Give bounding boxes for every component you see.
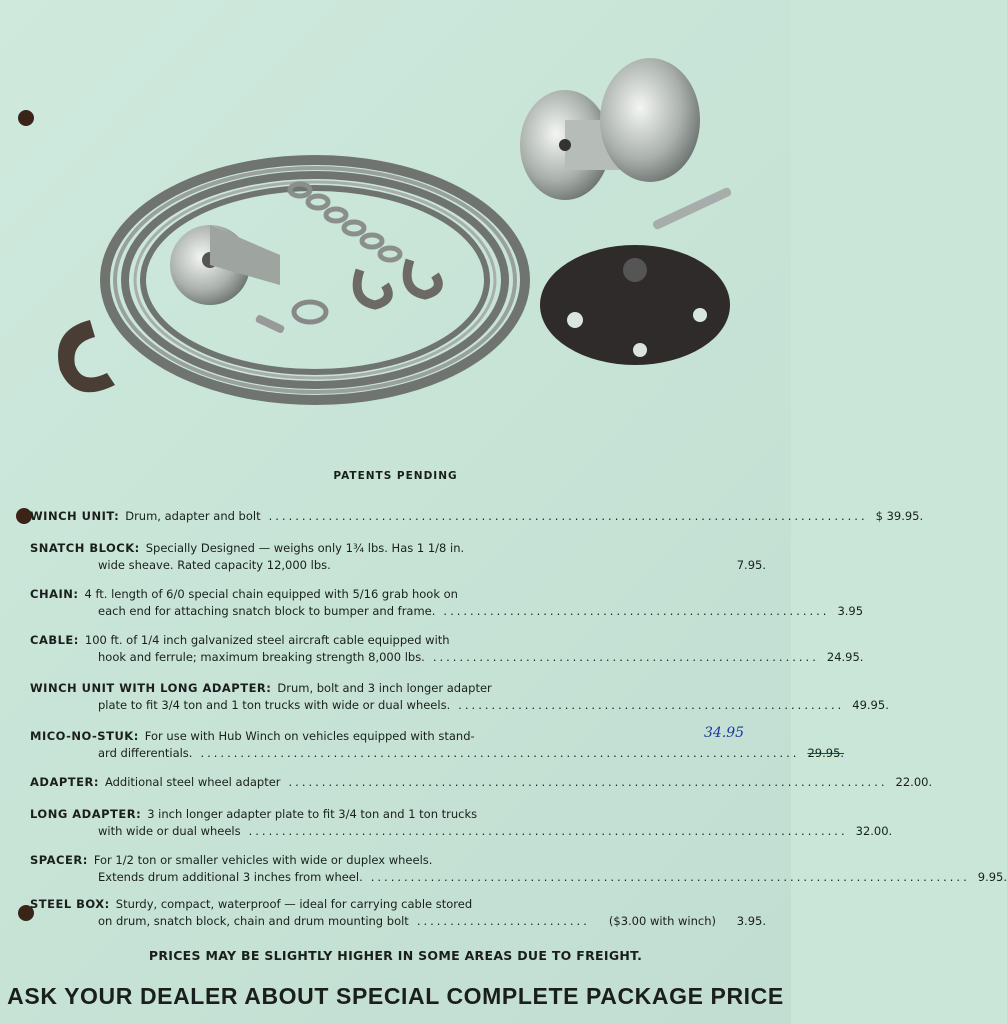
item-price: $ 39.95. <box>875 509 924 523</box>
freight-notice: PRICES MAY BE SLIGHTLY HIGHER IN SOME AREAS DUE TO FREIGHT. <box>148 948 643 963</box>
item-price: 24.95. <box>826 650 864 664</box>
item-price-crossed-out: 29.95. <box>807 746 845 760</box>
price-item-snatch-block <box>30 540 766 574</box>
price-item-cable <box>30 632 864 666</box>
item-description: For 1/2 ton or smaller vehicles with wide or duplex wheels. <box>93 853 433 867</box>
dot-leader: .......................................................................................... <box>370 870 970 884</box>
dot-leader: .......................................................... <box>432 650 819 664</box>
dot-leader: .......................................................... <box>443 604 830 618</box>
item-description: 100 ft. of 1/4 inch galvanized steel aircraft cable equipped with <box>84 633 450 647</box>
item-price: 22.00. <box>895 775 933 789</box>
dot-leader: .......................................................... <box>458 698 845 712</box>
item-description-line-2: wide sheave. Rated capacity 12,000 lbs. <box>98 558 331 572</box>
winch-drum-icon <box>520 58 700 200</box>
price-item-long-adapter <box>30 806 893 840</box>
hook-icon <box>58 320 115 392</box>
price-item-chain <box>30 586 864 620</box>
item-name: SPACER: <box>30 853 88 867</box>
item-price: 9.95. <box>977 870 1007 884</box>
snatch-block-icon <box>170 225 280 305</box>
item-name: SNATCH BLOCK: <box>30 541 140 555</box>
item-description: 4 ft. length of 6/0 special chain equipped with 5/16 grab hook on <box>84 587 458 601</box>
item-name: WINCH UNIT: <box>30 509 120 523</box>
adapter-plate-icon <box>540 245 730 365</box>
item-description-line-2: on drum, snatch block, chain and drum mounting bolt <box>98 914 409 928</box>
item-description: Drum, bolt and 3 inch longer adapter <box>277 681 492 695</box>
item-name: CHAIN: <box>30 587 79 601</box>
item-price: 49.95. <box>852 698 889 712</box>
item-name: STEEL BOX: <box>30 897 110 911</box>
shackle-icon <box>294 302 326 322</box>
item-description-line-2: plate to fit 3/4 ton and 1 ton trucks with wide or dual wheels. <box>98 698 451 712</box>
price-item-winch-unit-long-adapter <box>30 680 889 714</box>
item-description: Drum, adapter and bolt <box>125 509 261 523</box>
item-price: 7.95. <box>736 558 766 572</box>
dot-leader: .......................................................................................... <box>268 509 868 523</box>
item-price: 3.95 <box>837 604 864 618</box>
handwritten-new-price: 34.95 <box>704 725 745 741</box>
dot-leader: .......................................................................................... <box>200 746 800 760</box>
package-price-headline: ASK YOUR DEALER ABOUT SPECIAL COMPLETE PACKAGE PRICE <box>7 983 784 1009</box>
dot-leader: .......................................................................................... <box>248 824 848 838</box>
item-description: For use with Hub Winch on vehicles equipped with stand- <box>144 729 475 743</box>
item-description-line-2: with wide or dual wheels <box>98 824 241 838</box>
item-description: Sturdy, compact, waterproof — ideal for carrying cable stored <box>115 897 473 911</box>
dot-leader: .......................... <box>416 914 590 928</box>
item-description: Additional steel wheel adapter <box>104 775 281 789</box>
dot-leader: .......................................................................................... <box>288 775 888 789</box>
item-price: 3.95. <box>736 914 766 928</box>
product-photo <box>30 50 770 430</box>
patents-pending-label: PATENTS PENDING <box>333 470 458 482</box>
mounting-bolt-icon <box>652 186 733 230</box>
price-item-winch-unit <box>30 508 924 525</box>
item-price: 32.00. <box>855 824 893 838</box>
item-note: ($3.00 with winch) <box>608 914 716 928</box>
item-description-line-2: each end for attaching snatch block to bumper and frame. <box>98 604 436 618</box>
price-item-spacer <box>30 852 1007 886</box>
item-name: CABLE: <box>30 633 79 647</box>
price-item-adapter <box>30 774 933 791</box>
item-description-line-2: ard differentials. <box>98 746 193 760</box>
item-name: LONG ADAPTER: <box>30 807 142 821</box>
price-item-mico-no-stuk <box>30 728 845 762</box>
item-description-line-2: hook and ferrule; maximum breaking strength 8,000 lbs. <box>98 650 425 664</box>
item-description-line-2: Extends drum additional 3 inches from wheel. <box>98 870 363 884</box>
small-bolt-icon <box>255 314 286 334</box>
price-item-steel-box <box>30 896 766 930</box>
item-name: MICO-NO-STUK: <box>30 729 139 743</box>
chain-icon <box>290 184 438 305</box>
item-description: 3 inch longer adapter plate to fit 3/4 ton and 1 ton trucks <box>147 807 478 821</box>
item-description: Specially Designed — weighs only 1¾ lbs. Has 1 1/8 in. <box>145 541 465 555</box>
item-name: ADAPTER: <box>30 775 99 789</box>
item-name: WINCH UNIT WITH LONG ADAPTER: <box>30 681 272 695</box>
